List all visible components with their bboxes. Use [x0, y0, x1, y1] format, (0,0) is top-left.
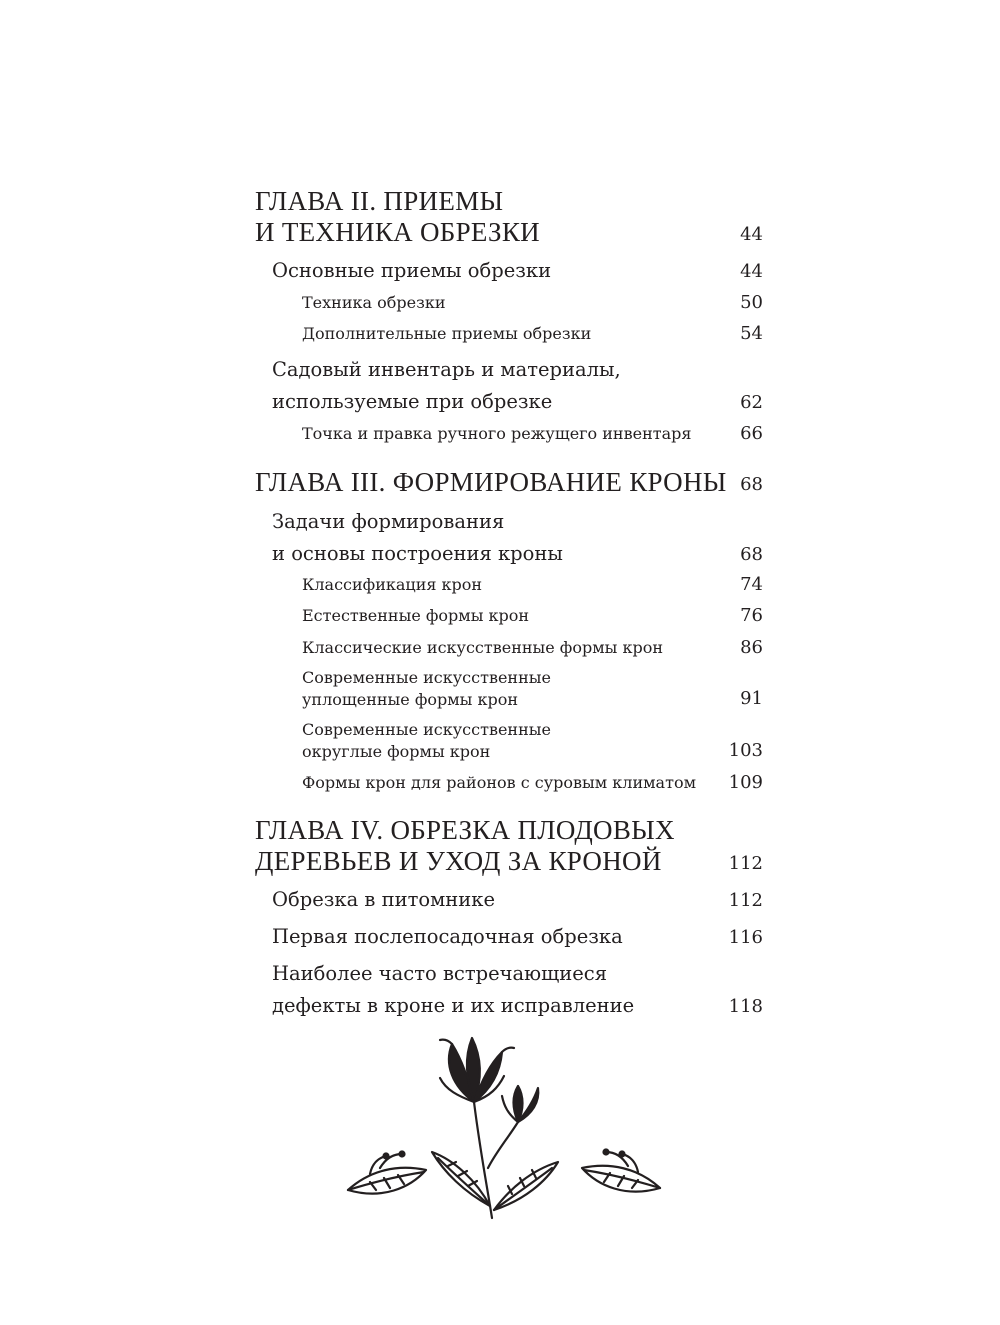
toc-page-number: 44 [740, 261, 763, 282]
toc-page-number: 74 [740, 574, 763, 595]
toc-subsection-title-line1: Современные искусственные [302, 668, 551, 687]
toc-section-title: Основные приемы обрезки [272, 259, 552, 282]
toc-subsection-title-line2: уплощенные формы крон [302, 690, 519, 709]
toc-page-number: 66 [740, 423, 763, 444]
toc-subsection-title-line1: Современные искусственные [302, 720, 551, 739]
toc-page-number: 103 [728, 740, 763, 761]
toc-section-title-line1: Садовый инвентарь и материалы, [272, 358, 621, 381]
toc-page-number: 112 [728, 853, 763, 874]
toc-page-number: 62 [740, 392, 763, 413]
toc-page-number: 68 [740, 544, 763, 565]
toc-subsection-title: Дополнительные приемы обрезки [302, 324, 592, 343]
toc-subsection-title: Точка и правка ручного режущего инвентаря [302, 424, 692, 443]
toc-page-number: 76 [740, 605, 763, 626]
toc-section-title-line2: дефекты в кроне и их исправление [272, 994, 635, 1017]
toc-subsection-title: Классические искусственные формы крон [302, 638, 664, 657]
toc-chapter-2-title-line1: ГЛАВА II. ПРИЕМЫ [255, 186, 504, 216]
toc-subsection-title: Формы крон для районов с суровым климатом [302, 773, 697, 792]
toc-section-title-line1: Наиболее часто встречающиеся [272, 962, 608, 985]
toc-subsection-title: Техника обрезки [302, 293, 446, 312]
toc-subsection-title-line2: округлые формы крон [302, 742, 491, 761]
toc-page-number: 118 [728, 996, 763, 1017]
toc-page-number: 44 [740, 224, 763, 245]
toc-section-title-line2: и основы построения кроны [272, 542, 563, 565]
toc-chapter-3-title: ГЛАВА III. ФОРМИРОВАНИЕ КРОНЫ [255, 467, 727, 497]
toc-page-number: 86 [740, 637, 763, 658]
toc-page-number: 116 [728, 927, 763, 948]
toc-subsection-title: Классификация крон [302, 575, 483, 594]
toc-section-title: Обрезка в питомнике [272, 888, 495, 911]
toc-subsection-title: Естественные формы крон [302, 606, 530, 625]
toc-section-title-line1: Задачи формирования [272, 510, 505, 533]
toc-page-number: 50 [740, 292, 763, 313]
flower-ornament-icon [340, 1030, 670, 1235]
toc-page-number: 112 [728, 890, 763, 911]
toc-chapter-2-title-line2: И ТЕХНИКА ОБРЕЗКИ [255, 217, 540, 247]
toc-section-title-line2: используемые при обрезке [272, 390, 553, 413]
toc-chapter-4-title-line1: ГЛАВА IV. ОБРЕЗКА ПЛОДОВЫХ [255, 815, 675, 845]
toc-page-number: 54 [740, 323, 763, 344]
toc-section-title: Первая послепосадочная обрезка [272, 925, 623, 948]
toc-chapter-4-title-line2: ДЕРЕВЬЕВ И УХОД ЗА КРОНОЙ [255, 846, 662, 876]
toc-page-number: 68 [740, 474, 763, 495]
toc-page-number: 109 [728, 772, 763, 793]
toc-page-number: 91 [740, 688, 763, 709]
